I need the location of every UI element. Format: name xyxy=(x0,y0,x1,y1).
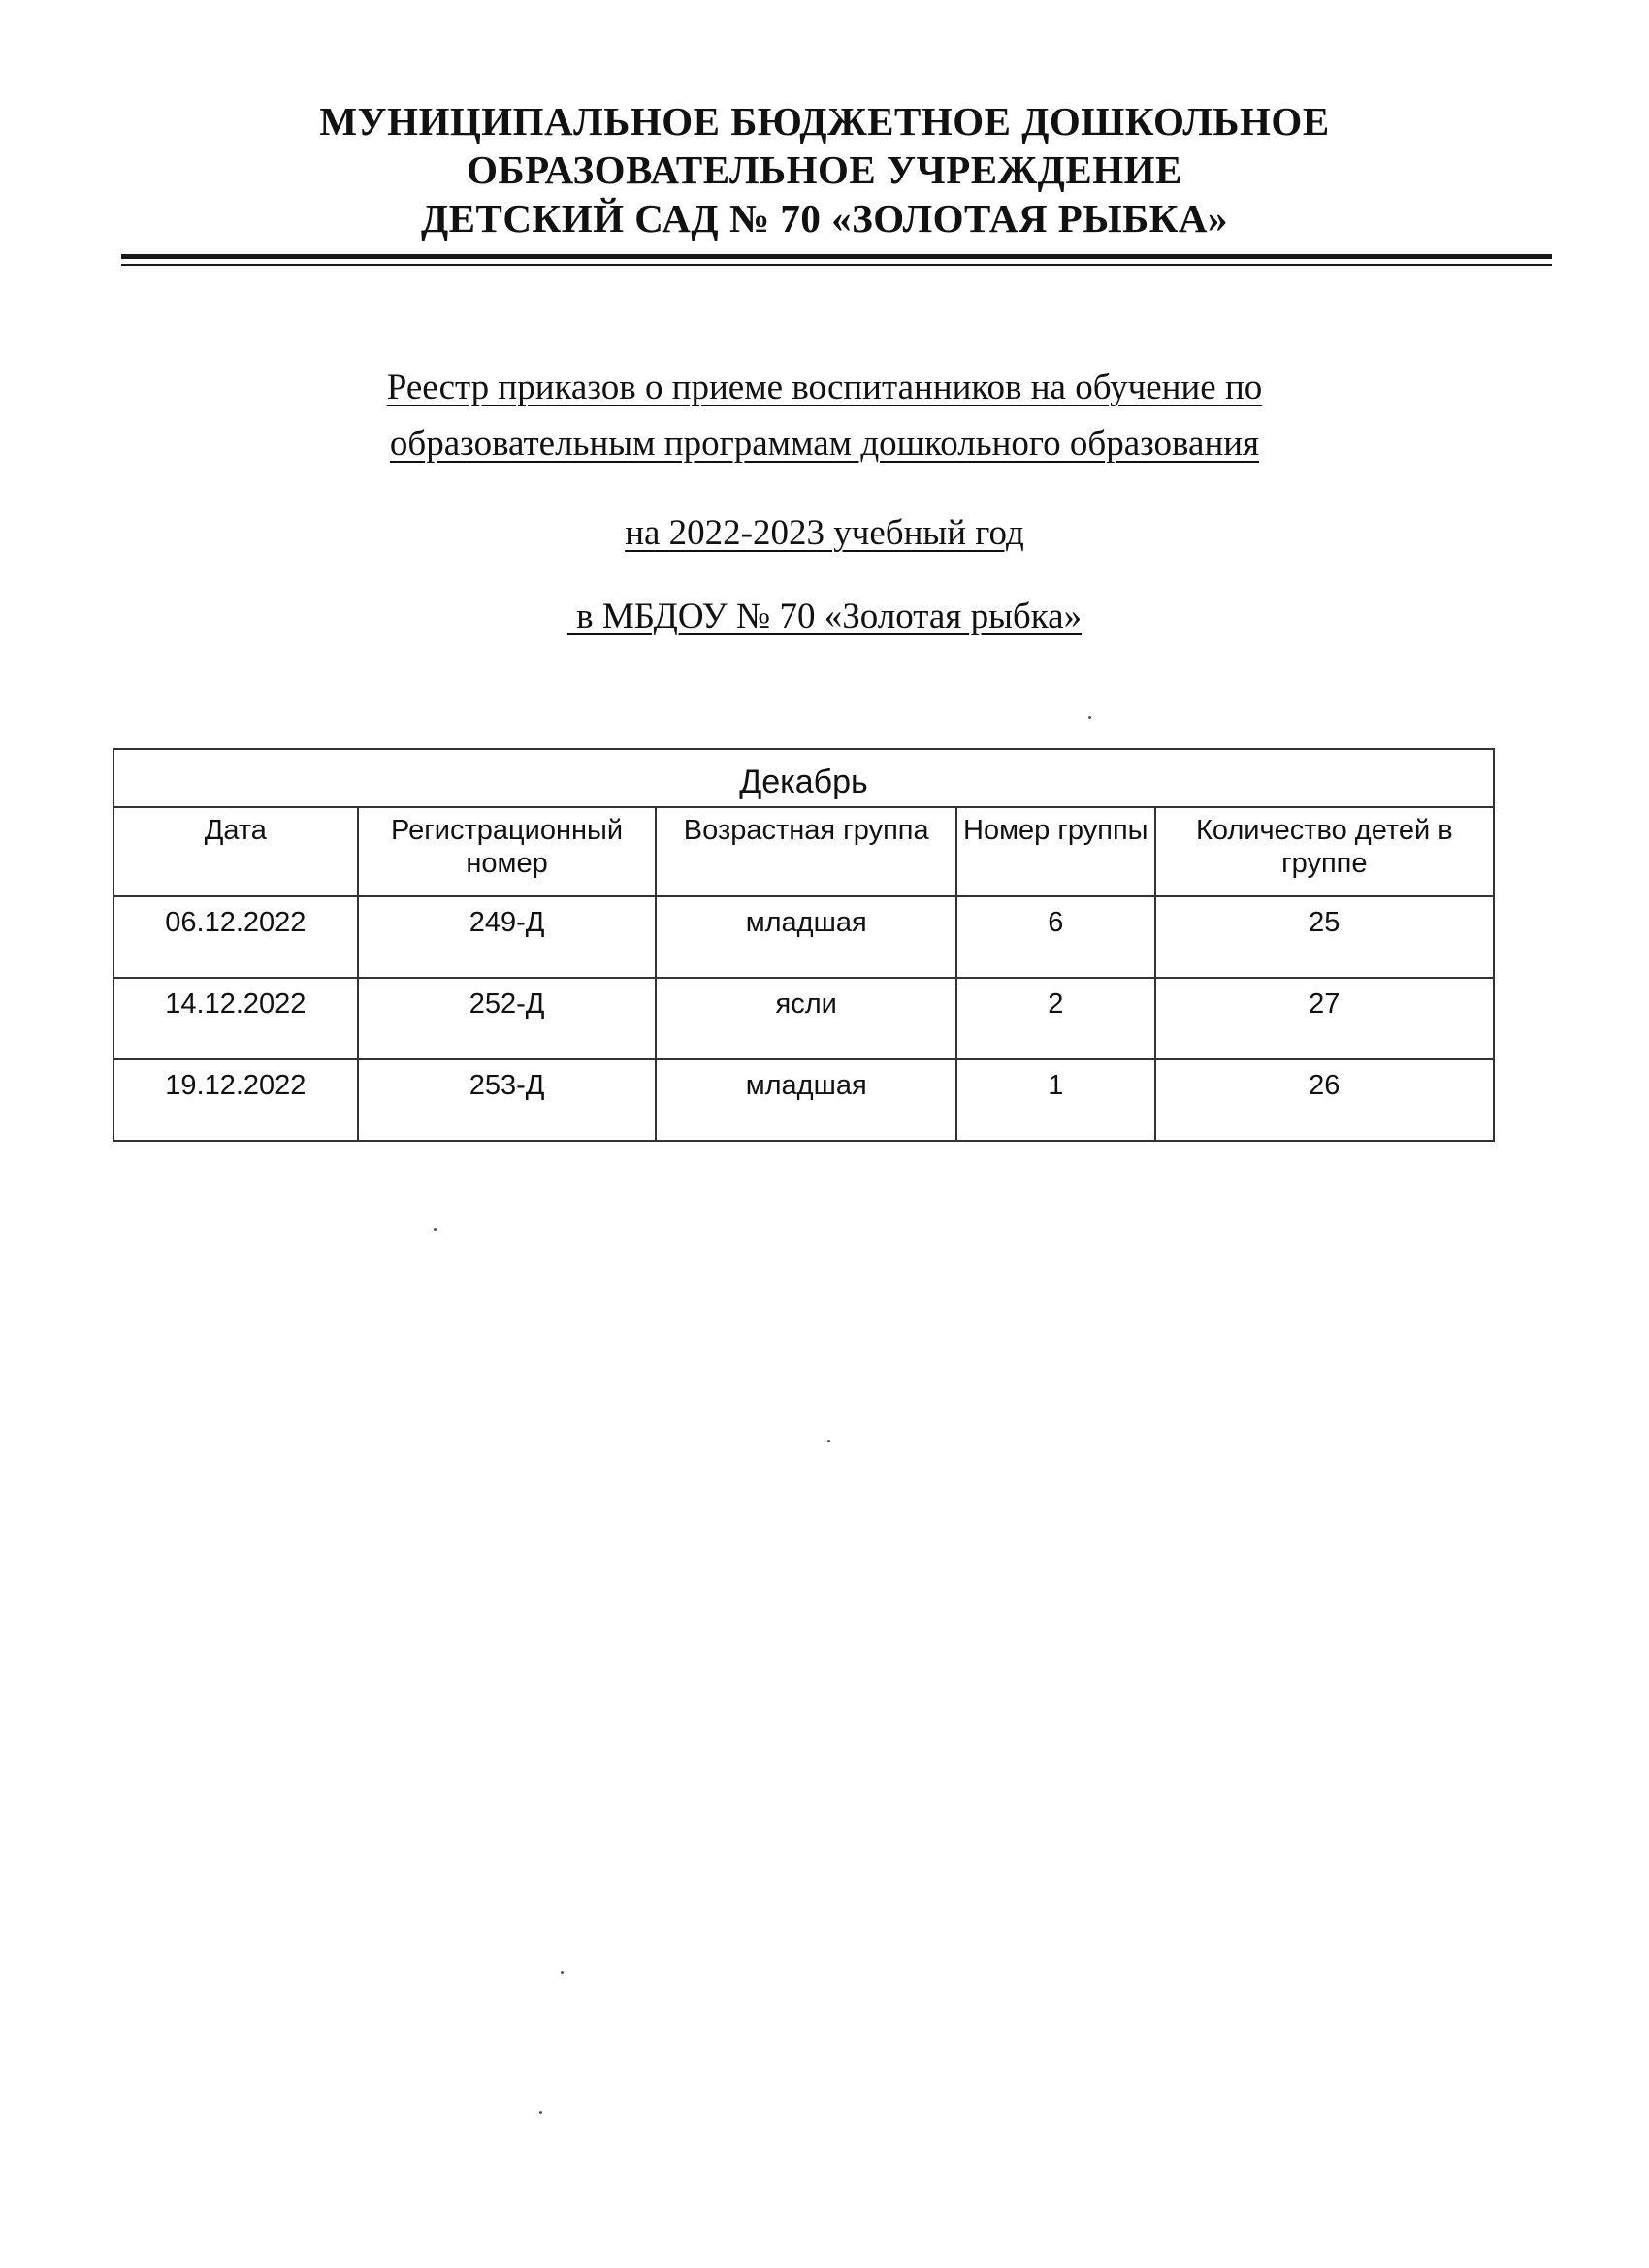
cell-age-group: младшая xyxy=(656,896,956,978)
month-row xyxy=(113,749,1494,807)
document-title-line-4: в МБДОУ № 70 «Золотая рыбка» xyxy=(566,597,1083,636)
cell-group-number: 6 xyxy=(956,896,1155,978)
scan-speck xyxy=(539,2111,542,2114)
cell-reg-number: 249-Д xyxy=(358,896,657,978)
scan-speck xyxy=(561,1971,564,1974)
cell-date: 06.12.2022 xyxy=(113,896,358,978)
cell-age-group: ясли xyxy=(656,978,956,1059)
scan-speck xyxy=(827,1440,830,1442)
institution-header xyxy=(0,97,1649,243)
cell-date: 19.12.2022 xyxy=(113,1059,358,1141)
orders-registry-table-wrap xyxy=(113,748,1495,1142)
orders-registry-table xyxy=(113,748,1495,1142)
header-line-2: ОБРАЗОВАТЕЛЬНОЕ УЧРЕЖДЕНИЕ xyxy=(467,147,1182,192)
cell-reg-number: 253-Д xyxy=(358,1059,657,1141)
column-header-children-count: Количество детей в группе xyxy=(1155,807,1494,896)
column-header-reg-number: Регистрационный номер xyxy=(358,807,657,896)
cell-age-group: младшая xyxy=(656,1059,956,1141)
cell-group-number: 1 xyxy=(956,1059,1155,1141)
table-row xyxy=(113,978,1494,1059)
scan-speck xyxy=(1088,716,1091,719)
document-title-line-3: на 2022-2023 учебный год xyxy=(625,513,1024,553)
cell-group-number: 2 xyxy=(956,978,1155,1059)
table-header-row xyxy=(113,807,1494,896)
header-divider-thin xyxy=(121,264,1552,266)
cell-children-count: 27 xyxy=(1155,978,1494,1059)
header-line-1: МУНИЦИПАЛЬНОЕ БЮДЖЕТНОЕ ДОШКОЛЬНОЕ xyxy=(319,99,1330,144)
document-title-line-2: образовательным программам дошкольного образования xyxy=(389,424,1260,464)
cell-children-count: 25 xyxy=(1155,896,1494,978)
scan-speck xyxy=(434,1228,436,1231)
column-header-age-group: Возрастная группа xyxy=(656,807,956,896)
table-row xyxy=(113,1059,1494,1141)
column-header-date: Дата xyxy=(113,807,358,896)
cell-date: 14.12.2022 xyxy=(113,978,358,1059)
cell-children-count: 26 xyxy=(1155,1059,1494,1141)
column-header-group-number: Номер группы xyxy=(956,807,1155,896)
month-cell: Декабрь xyxy=(113,749,1494,807)
header-divider-thick xyxy=(121,254,1552,259)
header-line-3: ДЕТСКИЙ САД № 70 «ЗОЛОТАЯ РЫБКА» xyxy=(420,196,1229,241)
table-row xyxy=(113,896,1494,978)
document-title-line-1: Реестр приказов о приеме воспитанников на обучение по xyxy=(386,368,1263,407)
cell-reg-number: 252-Д xyxy=(358,978,657,1059)
